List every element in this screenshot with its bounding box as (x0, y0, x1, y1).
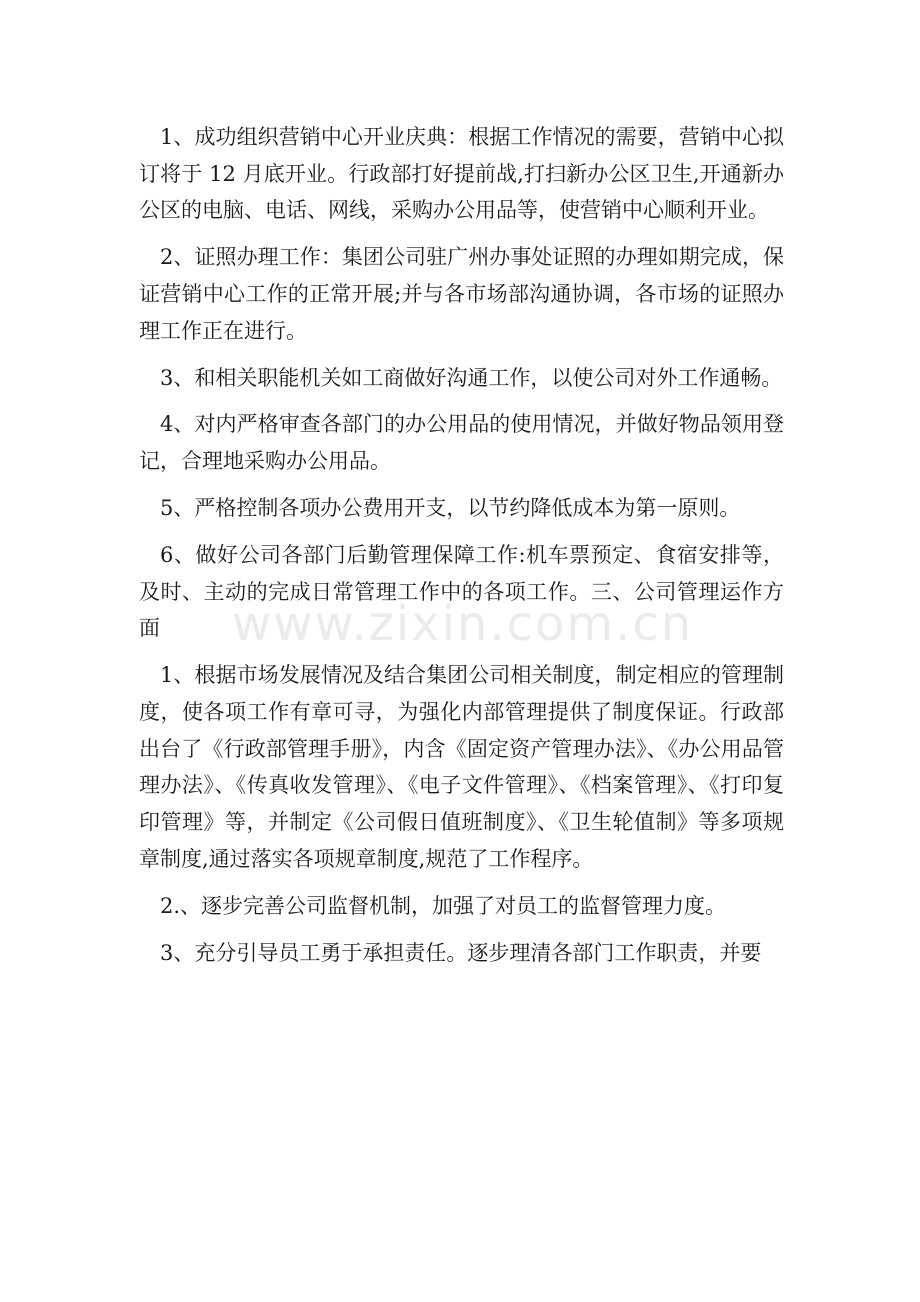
paragraph-1: 1、成功组织营销中心开业庆典：根据工作情况的需要，营销中心拟订将于 12 月底开业。行政部打好提前战,打扫新办公区卫生,开通新办公区的电脑、电话、网线，采购办公用品等，使营销中心顺利开业。 (139, 125, 784, 223)
document-body (139, 119, 784, 981)
paragraph-4: 4、对内严格审查各部门的办公用品的使用情况，并做好物品领用登记，合理地采购办公用品。 (139, 412, 784, 474)
paragraph-3: 3、和相关职能机关如工商做好沟通工作，以使公司对外工作通畅。 (160, 365, 783, 390)
paragraph-2: 2、证照办理工作：集团公司驻广州办事处证照的办理如期完成，保证营销中心工作的正常开展;并与各市场部沟通协调，各市场的证照办理工作正在进行。 (139, 245, 784, 343)
paragraph-8: 2.、逐步完善公司监督机制，加强了对员工的监督管理力度。 (160, 893, 727, 918)
paragraph-7: 1、根据市场发展情况及结合集团公司相关制度，制定相应的管理制度，使各项工作有章可寻，为强化内部管理提供了制度保证。行政部出台了《行政部管理手册》，内含《固定资产管理办法》、《办公用品管理办法》、《传真收发管理》、《电子文件管理》、《档案管理》、《打印复印管理》等，并制定《公司假日值班制度》、《卫生轮值制》等多项规章制度,通过落实各项规章制度,规范了工作程序。 (139, 663, 784, 871)
watermark-text: www.zixin.com.cn (232, 596, 694, 652)
paragraph-6: 6、做好公司各部门后勤管理保障工作:机车票预定、食宿安排等，及时、主动的完成日常管理工作中的各项工作。三、公司管理运作方面 (139, 542, 784, 641)
paragraph-5: 5、严格控制各项办公费用开支，以节约降低成本为第一原则。 (160, 496, 741, 521)
paragraph-9: 3、充分引导员工勇于承担责任。逐步理清各部门工作职责，并要 (160, 940, 762, 965)
